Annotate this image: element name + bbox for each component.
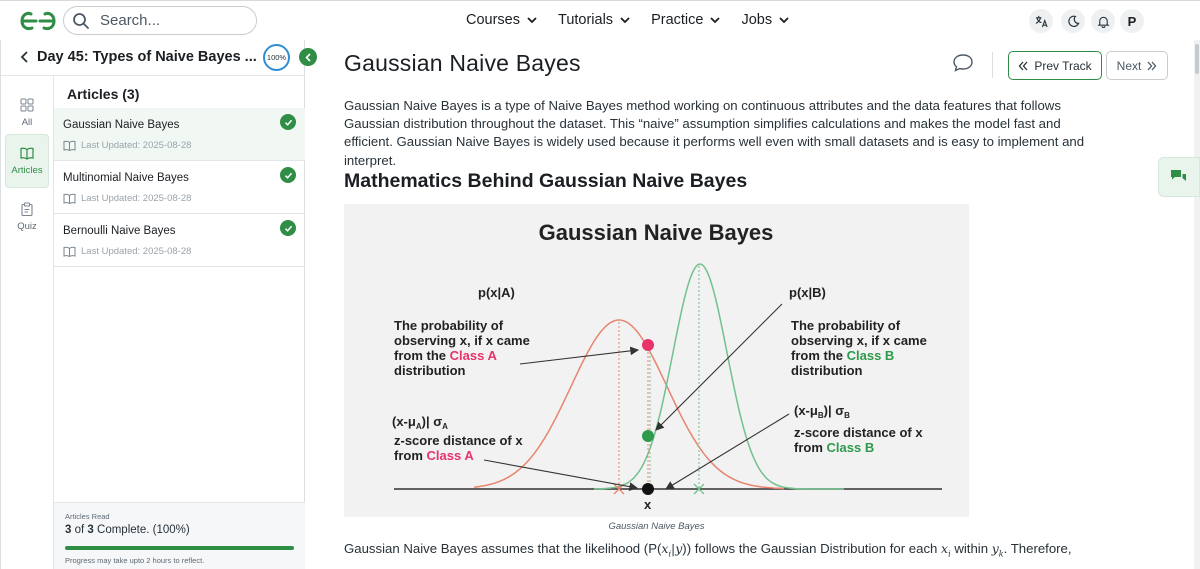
prev-track-button[interactable] [1008, 51, 1102, 80]
math-xi: $x_i|y$ [661, 541, 683, 559]
chevron-down-icon [619, 14, 631, 26]
article-item-gaussian[interactable] [54, 108, 305, 161]
nav-jobs[interactable] [741, 12, 790, 28]
progress-bar-fill [65, 546, 294, 550]
intro-paragraph: Gaussian Naive Bayes is a type of Naive Bayes method working on continuous attributes and the data features that follows Gaussian distribution throughout the dataset. This “naive” assumption simplifies calculations and makes the model fast and efficient. Gaussian Naive Bayes is widely used because it performs well even with small datasets and is easy to implement and interpret. [344, 98, 1085, 168]
double-chevron-right-icon [1147, 61, 1157, 71]
progress-bar [65, 546, 294, 550]
rail-item-all[interactable] [5, 86, 49, 140]
figure-title: Gaussian Naive Bayes [538, 220, 774, 245]
nav-courses-label: Courses [466, 12, 520, 28]
scrollbar[interactable] [1194, 40, 1200, 569]
chevron-left-icon [304, 53, 313, 62]
articles-read-status [65, 524, 190, 536]
left-prob-line2: observing x, if x came [394, 333, 530, 348]
main-nav [466, 12, 810, 28]
completed-check-icon [280, 114, 296, 130]
nav-courses[interactable] [466, 12, 538, 28]
prev-track-label: Prev Track [1034, 58, 1092, 73]
nav-jobs-label: Jobs [741, 12, 773, 28]
x-axis-label: x [644, 497, 652, 512]
next-button[interactable] [1106, 51, 1168, 80]
sidebar-header [1, 40, 305, 76]
clipboard-icon [20, 202, 34, 216]
article-updated: Last Updated: 2025-08-28 [81, 193, 192, 204]
article-title: Gaussian Naive Bayes [63, 119, 180, 131]
nav-practice-label: Practice [651, 12, 704, 28]
right-z-line2: from Class B [794, 440, 875, 455]
sidebar-rail [1, 76, 54, 569]
completed-check-icon [280, 220, 296, 236]
article-list [54, 108, 305, 267]
article-item-multinomial[interactable] [54, 161, 305, 214]
point-pxa [642, 339, 654, 351]
rail-quiz-label: Quiz [17, 221, 37, 232]
article-title: Multinomial Naive Bayes [63, 172, 189, 184]
chevron-left-icon[interactable] [20, 51, 30, 63]
sidebar-title: Day 45: Types of Naive Bayes ... [37, 49, 257, 65]
gaussian-figure [344, 204, 969, 517]
chat-float-button[interactable] [1158, 157, 1200, 197]
rail-all-label: All [21, 117, 33, 128]
arrow-right-z [666, 414, 789, 489]
left-z-line1: z-score distance of x [394, 433, 523, 448]
articles-read-label: Articles Read [65, 512, 110, 521]
book-open-icon [63, 193, 76, 204]
likelihood-paragraph [344, 540, 1094, 564]
total-count: 3 [87, 524, 94, 536]
translate-button[interactable] [1029, 9, 1053, 33]
chat-icon [1170, 169, 1188, 185]
divider [992, 52, 993, 78]
article-item-bernoulli[interactable] [54, 214, 305, 267]
chevron-down-icon [526, 14, 538, 26]
progress-ring: 100% [263, 44, 290, 71]
right-prob-line1: The probability of [791, 318, 901, 333]
arrow-right-prob [656, 304, 782, 430]
book-open-icon [63, 140, 76, 151]
arrow-left-prob [520, 350, 638, 364]
article-title: Bernoulli Naive Bayes [63, 225, 176, 237]
search-box[interactable] [63, 6, 257, 35]
collapse-sidebar-button[interactable] [299, 48, 317, 66]
comment-icon[interactable] [952, 53, 974, 73]
of-text: of [74, 524, 85, 536]
article-meta [63, 193, 191, 204]
course-sidebar [0, 40, 305, 569]
article-meta [63, 140, 191, 151]
nav-tutorials-label: Tutorials [558, 12, 614, 28]
right-prob-line2: observing x, if x came [791, 333, 927, 348]
nav-tutorials[interactable] [558, 12, 631, 28]
figure-caption: Gaussian Naive Bayes [608, 521, 705, 532]
progress-note: Progress may take upto 2 hours to reflect. [65, 556, 205, 565]
text-run: )) follows the Gaussian Distribution for each [682, 541, 942, 556]
right-prob-line3: from the Class B [791, 348, 895, 363]
text-run: within [950, 541, 992, 556]
nav-practice[interactable] [651, 12, 721, 28]
article-updated: Last Updated: 2025-08-28 [81, 140, 192, 151]
article-updated: Last Updated: 2025-08-28 [81, 246, 192, 257]
notifications-button[interactable] [1091, 9, 1115, 33]
double-chevron-left-icon [1018, 61, 1028, 71]
user-avatar[interactable]: P [1120, 9, 1144, 33]
moon-icon [1067, 15, 1080, 28]
text-run: . Therefore, [1003, 541, 1072, 556]
text-run: Gaussian Naive Bayes assumes that the likelihood (P( [344, 541, 662, 556]
bell-icon [1097, 15, 1110, 28]
next-label: Next [1116, 58, 1142, 73]
left-prob-line4: distribution [394, 363, 466, 378]
completed-check-icon [280, 167, 296, 183]
gaussian-diagram [344, 204, 969, 517]
grid-icon [20, 98, 34, 112]
rail-item-quiz[interactable] [5, 190, 49, 244]
progress-footer [54, 502, 305, 569]
scrollbar-thumb[interactable] [1195, 44, 1199, 74]
book-icon [20, 146, 34, 160]
translate-icon [1035, 15, 1048, 28]
math-xi-2: $x_i$ [941, 541, 951, 559]
left-prob-line1: The probability of [394, 318, 504, 333]
left-z-formula: $(x-\mu_A)|$ $\sigma_A$ [392, 414, 448, 431]
article-meta [63, 246, 191, 257]
label-pxb: p(x|B) [789, 285, 826, 300]
search-icon [72, 12, 90, 30]
left-prob-line3: from the Class A [394, 348, 497, 363]
chevron-down-icon [778, 14, 790, 26]
articles-heading: Articles (3) [67, 86, 140, 102]
arrow-left-z [484, 460, 637, 488]
point-x [642, 483, 654, 495]
chevron-down-icon [709, 14, 721, 26]
label-pxa: p(x|A) [478, 285, 515, 300]
gfg-logo[interactable] [18, 9, 58, 33]
section-heading: Mathematics Behind Gaussian Naive Bayes [344, 170, 748, 192]
book-open-icon [63, 246, 76, 257]
top-navbar [0, 0, 1200, 40]
rail-articles-label: Articles [11, 165, 43, 176]
dark-mode-button[interactable] [1061, 9, 1085, 33]
right-z-line1: z-score distance of x [794, 425, 923, 440]
math-yk: $y_k$ [991, 541, 1004, 559]
left-z-line2: from Class A [394, 448, 474, 463]
search-input[interactable] [100, 12, 240, 29]
page-title: Gaussian Naive Bayes [344, 50, 581, 76]
rail-item-articles[interactable] [5, 134, 49, 188]
complete-text: Complete. (100%) [97, 524, 190, 536]
article-content [306, 40, 1200, 569]
right-prob-line4: distribution [791, 363, 863, 378]
right-z-formula: $(x-\mu_B)|$ $\sigma_B$ [794, 403, 850, 420]
point-pxb [642, 430, 654, 442]
read-count: 3 [65, 524, 72, 536]
